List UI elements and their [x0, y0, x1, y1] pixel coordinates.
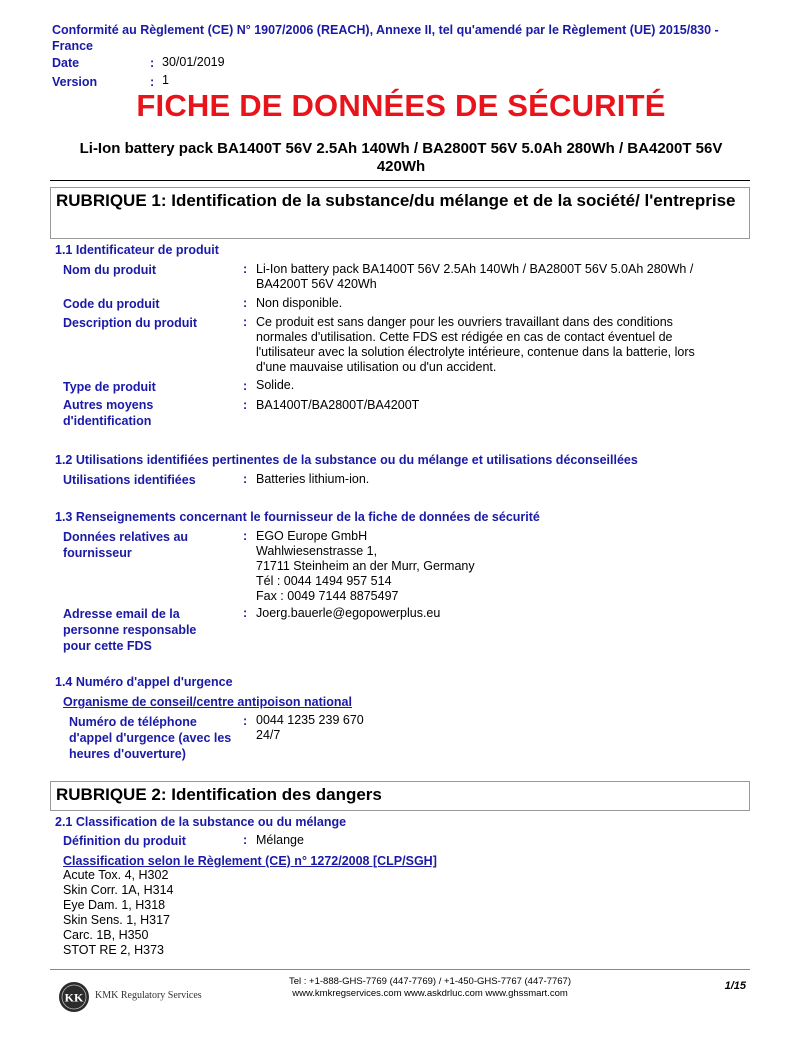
product-name-label: Nom du produit: [63, 263, 157, 277]
product-name-value: Li-Ion battery pack BA1400T 56V 2.5Ah 140Wh / BA2800T 56V 5.0Ah 280Wh / BA4200T 56V 420Wh: [256, 262, 694, 291]
other-ids-label: Autres moyens d'identification: [63, 398, 154, 428]
colon: :: [243, 472, 248, 486]
classification-item: Acute Tox. 4, H302: [63, 868, 169, 882]
supplier-details: [256, 529, 475, 604]
footer-divider: [50, 969, 750, 970]
other-ids-value: BA1400T/BA2800T/BA4200T: [256, 398, 420, 412]
regulation-line: Conformité au Règlement (CE) N° 1907/2006 (REACH), Annexe II, tel qu'amendé par le Règlement (UE) 2015/830 - France: [52, 23, 719, 53]
colon: :: [243, 833, 248, 847]
product-description-label: Description du produit: [63, 316, 198, 330]
section2-title: RUBRIQUE 2: Identification des dangers: [56, 785, 382, 804]
emergency-phone-label: Numéro de téléphone d'appel d'urgence (avec les heures d'ouverture): [69, 715, 232, 761]
product-definition-label: Définition du produit: [63, 834, 186, 848]
product-description-value: Ce produit est sans danger pour les ouvriers travaillant dans des conditions normales d'utilisation. Cette FDS est rédigée en cas de contact éventuel de l'utilisateur avec la solution électrolyte intérieure, contenue dans la batterie, lors d'une mauvaise utilisation ou d'un accident.: [256, 315, 695, 374]
poison-center-link: Organisme de conseil/centre antipoison national: [63, 695, 352, 709]
version-label: Version: [52, 75, 98, 89]
supplier-line: EGO Europe GmbH: [256, 529, 368, 543]
colon: :: [243, 529, 248, 543]
classification-item: Eye Dam. 1, H318: [63, 898, 166, 912]
colon: :: [243, 296, 248, 310]
product-definition-value: Mélange: [256, 833, 304, 847]
section2-box: [50, 781, 750, 811]
identified-uses-value: Batteries lithium-ion.: [256, 472, 370, 486]
supplier-line: 71711 Steinheim an der Murr, Germany: [256, 559, 475, 573]
page-number: 1/15: [724, 980, 746, 992]
emergency-phone-value: [256, 713, 364, 743]
s21-heading: 2.1 Classification de la substance ou du mélange: [55, 815, 347, 829]
classification-item: Skin Corr. 1A, H314: [63, 883, 174, 897]
main-title: FICHE DE DONNÉES DE SÉCURITÉ: [136, 88, 666, 123]
colon: :: [243, 315, 248, 329]
email-value[interactable]: Joerg.bauerle@egopowerplus.eu: [256, 606, 441, 620]
classification-item: Skin Sens. 1, H317: [63, 913, 171, 927]
colon: :: [243, 714, 248, 728]
classification-heading: Classification selon le Règlement (CE) n° 1272/2008 [CLP/SGH]: [63, 854, 437, 868]
version-value: 1: [162, 73, 169, 87]
colon: :: [243, 379, 248, 393]
colon: :: [243, 606, 248, 620]
date-label: Date: [52, 56, 80, 70]
s14-heading: 1.4 Numéro d'appel d'urgence: [55, 675, 233, 689]
colon: :: [243, 398, 248, 412]
phone-line: 24/7: [256, 728, 281, 742]
version-colon: :: [150, 75, 155, 89]
s11-heading: 1.1 Identificateur de produit: [55, 243, 219, 257]
colon: :: [243, 262, 248, 276]
supplier-label: Données relatives au fournisseur: [63, 530, 189, 560]
classification-item: Carc. 1B, H350: [63, 928, 149, 942]
email-label: Adresse email de la personne responsable pour cette FDS: [63, 607, 197, 653]
product-title: Li-Ion battery pack BA1400T 56V 2.5Ah 140Wh / BA2800T 56V 5.0Ah 280Wh / BA4200T 56V 420Wh: [79, 140, 723, 175]
product-code-value: Non disponible.: [256, 296, 343, 310]
supplier-line: Fax : 0049 7144 8875497: [256, 589, 399, 603]
footer-tel: Tel : +1-888-GHS-7769 (447-7769) / +1-450-GHS-7767 (447-7767): [289, 976, 571, 987]
product-type-label: Type de produit: [63, 380, 156, 394]
kmk-logo-mark: KK: [64, 990, 84, 1005]
date-colon: :: [150, 56, 155, 70]
identified-uses-label: Utilisations identifiées: [63, 473, 196, 487]
s12-heading: 1.2 Utilisations identifiées pertinentes de la substance ou du mélange et utilisations déconseillées: [55, 453, 638, 467]
classification-item: STOT RE 2, H373: [63, 943, 164, 957]
supplier-line: Tél : 0044 1494 957 514: [256, 574, 392, 588]
s13-heading: 1.3 Renseignements concernant le fournisseur de la fiche de données de sécurité: [55, 510, 540, 524]
section1-box: [50, 187, 750, 239]
supplier-line: Wahlwiesenstrasse 1,: [256, 544, 378, 558]
footer-contact: [200, 976, 660, 1000]
header-divider: [50, 180, 750, 181]
classification-list: [63, 868, 173, 958]
section1-title: RUBRIQUE 1: Identification de la substance/du mélange et de la société/ l'entreprise: [56, 191, 736, 210]
footer-web[interactable]: www.kmkregservices.com www.askdrluc.com www.ghssmart.com: [292, 988, 568, 999]
phone-line: 0044 1235 239 670: [256, 713, 364, 727]
kmk-logo-icon: [58, 981, 90, 1013]
kmk-logo-text: KMK Regulatory Services: [95, 990, 202, 1001]
product-code-label: Code du produit: [63, 297, 160, 311]
product-type-value: Solide.: [256, 378, 295, 392]
date-value: 30/01/2019: [162, 55, 225, 69]
